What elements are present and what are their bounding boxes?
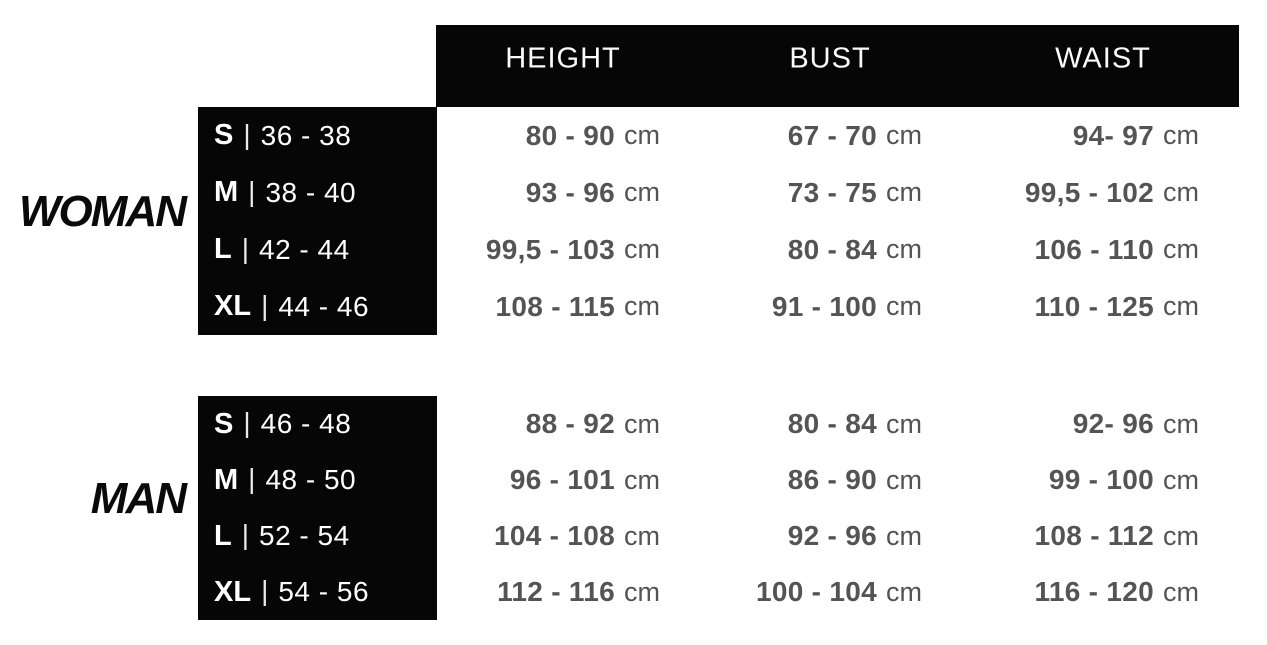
- section-man: [0, 396, 1240, 620]
- bust-value-cell: [680, 452, 940, 508]
- unit: cm: [1163, 576, 1199, 607]
- size-cell: [198, 278, 437, 335]
- unit: cm: [624, 234, 660, 264]
- value: 80 - 84: [787, 408, 877, 439]
- value: 99 - 100: [1048, 464, 1154, 495]
- value: 108 - 112: [1034, 520, 1154, 551]
- unit: cm: [886, 576, 922, 607]
- value: 96 - 101: [509, 464, 615, 495]
- size-cell: [198, 107, 437, 164]
- unit: cm: [1163, 177, 1199, 207]
- value: 100 - 104: [755, 576, 877, 607]
- unit: cm: [886, 520, 922, 551]
- value: 112 - 116: [497, 576, 615, 607]
- value: 99,5 - 102: [1024, 176, 1154, 208]
- size-cell: [198, 396, 437, 452]
- size-range: 52 - 54: [259, 520, 350, 551]
- bust-value-cell: [680, 278, 940, 335]
- size-cell: [198, 508, 437, 564]
- size-range: 38 - 40: [265, 176, 357, 208]
- waist-value-cell: [940, 396, 1240, 452]
- waist-value-cell: [940, 452, 1240, 508]
- unit: cm: [886, 234, 922, 264]
- value: 108 - 115: [495, 290, 615, 322]
- unit: cm: [624, 464, 660, 495]
- size-separator: |: [248, 463, 256, 494]
- unit: cm: [886, 291, 922, 321]
- size-separator: |: [243, 407, 251, 438]
- value: 94- 97: [1072, 119, 1154, 151]
- size-separator: |: [241, 232, 249, 264]
- value: 110 - 125: [1034, 290, 1154, 322]
- section-label-man: [0, 396, 198, 620]
- bust-value-cell: [680, 164, 940, 221]
- height-value-cell: [437, 221, 680, 278]
- size-cell: [198, 221, 437, 278]
- height-value-cell: [437, 107, 680, 164]
- size-separator: |: [241, 519, 249, 550]
- section-woman: [0, 107, 1240, 335]
- unit: cm: [624, 291, 660, 321]
- unit: cm: [624, 177, 660, 207]
- section-label-text: WOMAN: [19, 187, 185, 236]
- size-separator: |: [261, 289, 269, 321]
- column-header-height: HEIGHT: [505, 42, 621, 75]
- value: 80 - 84: [787, 233, 877, 265]
- value: 93 - 96: [525, 176, 615, 208]
- value: 91 - 100: [771, 290, 877, 322]
- unit: cm: [1163, 120, 1199, 150]
- value: 99,5 - 103: [485, 233, 615, 265]
- unit: cm: [886, 408, 922, 439]
- value: 80 - 90: [525, 119, 615, 151]
- unit: cm: [624, 408, 660, 439]
- size-letter: S: [214, 407, 234, 440]
- size-range: 48 - 50: [265, 464, 357, 495]
- unit: cm: [624, 576, 660, 607]
- value: 73 - 75: [787, 176, 877, 208]
- size-separator: |: [261, 575, 269, 606]
- size-range: 36 - 38: [260, 119, 352, 151]
- value: 67 - 70: [787, 119, 877, 151]
- unit: cm: [1163, 234, 1199, 264]
- size-letter: M: [214, 463, 239, 496]
- size-separator: |: [243, 118, 251, 150]
- height-value-cell: [437, 278, 680, 335]
- height-value-cell: [437, 508, 680, 564]
- value: 86 - 90: [787, 464, 877, 495]
- section-label-text: MAN: [90, 474, 185, 523]
- unit: cm: [1163, 520, 1199, 551]
- bust-value-cell: [680, 508, 940, 564]
- waist-value-cell: [940, 508, 1240, 564]
- size-cell: [198, 564, 437, 620]
- value: 92 - 96: [787, 520, 877, 551]
- size-letter: XL: [214, 575, 252, 608]
- height-value-cell: [437, 164, 680, 221]
- unit: cm: [624, 520, 660, 551]
- size-range: 46 - 48: [260, 408, 352, 439]
- size-letter: XL: [214, 290, 252, 322]
- value: 116 - 120: [1034, 576, 1154, 607]
- size-letter: M: [214, 176, 239, 208]
- value: 88 - 92: [525, 408, 615, 439]
- height-value-cell: [437, 396, 680, 452]
- size-range: 44 - 46: [278, 290, 370, 322]
- section-label-woman: [0, 107, 198, 335]
- unit: cm: [624, 120, 660, 150]
- height-value-cell: [437, 452, 680, 508]
- size-range: 54 - 56: [278, 576, 370, 607]
- value: 106 - 110: [1034, 233, 1154, 265]
- size-letter: S: [214, 119, 234, 151]
- column-header-waist: WAIST: [1055, 42, 1151, 75]
- bust-value-cell: [680, 564, 940, 620]
- size-letter: L: [214, 519, 232, 552]
- unit: cm: [1163, 408, 1199, 439]
- waist-value-cell: [940, 278, 1240, 335]
- unit: cm: [886, 177, 922, 207]
- waist-value-cell: [940, 221, 1240, 278]
- height-value-cell: [437, 564, 680, 620]
- measurement-header-bar: [436, 25, 1239, 107]
- size-separator: |: [248, 175, 256, 207]
- bust-value-cell: [680, 221, 940, 278]
- column-header-bust: BUST: [789, 42, 871, 75]
- bust-value-cell: [680, 396, 940, 452]
- waist-value-cell: [940, 107, 1240, 164]
- unit: cm: [886, 464, 922, 495]
- unit: cm: [1163, 464, 1199, 495]
- size-letter: L: [214, 233, 232, 265]
- waist-value-cell: [940, 164, 1240, 221]
- value: 104 - 108: [493, 520, 615, 551]
- size-range: 42 - 44: [259, 233, 350, 265]
- size-cell: [198, 452, 437, 508]
- unit: cm: [886, 120, 922, 150]
- value: 92- 96: [1072, 408, 1154, 439]
- waist-value-cell: [940, 564, 1240, 620]
- size-cell: [198, 164, 437, 221]
- unit: cm: [1163, 291, 1199, 321]
- bust-value-cell: [680, 107, 940, 164]
